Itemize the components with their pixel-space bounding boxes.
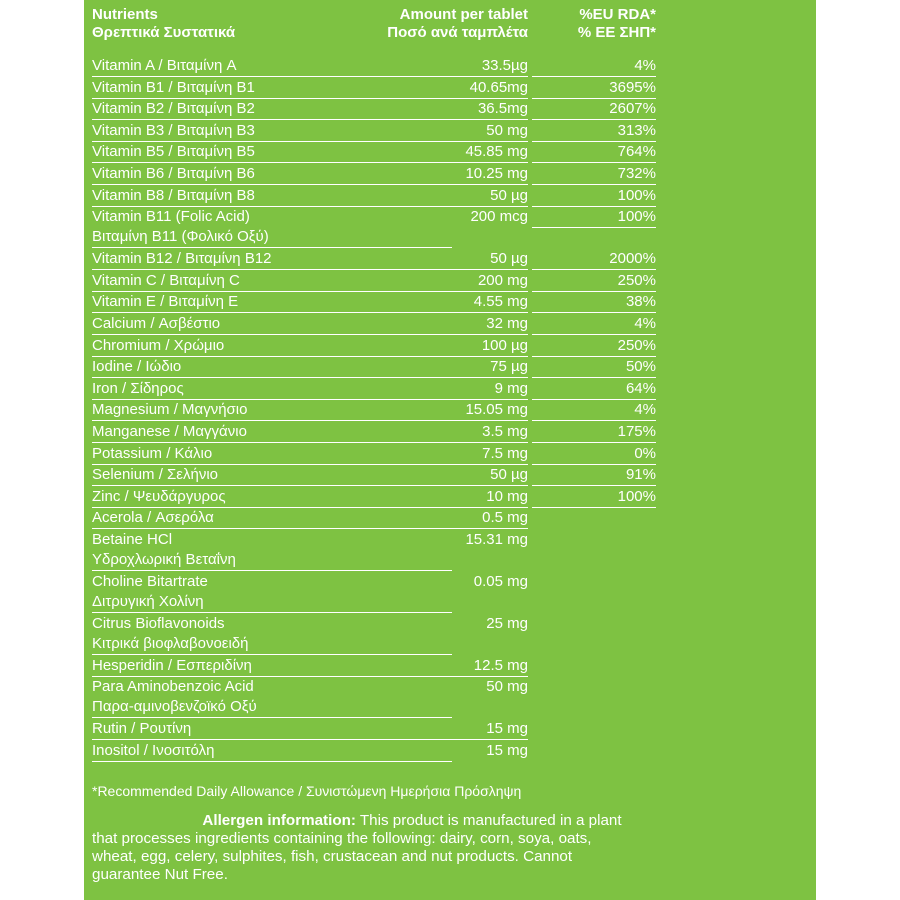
allergen-label: Allergen information:: [202, 812, 356, 829]
nutrients-header-en: Nutrients: [92, 6, 158, 23]
nutrient-row: [92, 422, 812, 444]
rda-header: [532, 6, 656, 42]
nutrient-name-line: Υδροχλωρική Βεταΐνη: [92, 550, 452, 571]
nutrient-name-line: Vitamin B12 / Βιταμίνη B12: [92, 249, 452, 270]
amount-header: [352, 6, 528, 42]
nutrient-name-line: Παρα-αμινοβενζοϊκό Οξύ: [92, 697, 452, 718]
allergen-line-1: [92, 812, 732, 830]
nutrient-row: [92, 292, 812, 314]
nutrient-rda: 4%: [532, 56, 656, 77]
nutrient-amount: 9 mg: [352, 379, 528, 400]
nutrient-rda: 64%: [532, 379, 656, 400]
nutrient-name-line: Acerola / Ασερόλα: [92, 508, 452, 529]
nutrient-row: [92, 121, 812, 143]
nutrient-amount: 40.65mg: [352, 78, 528, 99]
nutrient-rda: 38%: [532, 292, 656, 313]
rda-footnote: *Recommended Daily Allowance / Συνιστώμενη Ημερήσια Πρόσληψη: [92, 783, 522, 799]
nutrient-rda: 3695%: [532, 78, 656, 99]
nutrient-name-line: Κιτρικά βιοφλαβονοειδή: [92, 634, 452, 655]
nutrient-name-line: Magnesium / Μαγνήσιο: [92, 400, 452, 421]
nutrient-name-line: Vitamin A / Βιταμίνη A: [92, 56, 452, 77]
nutrient-row: [92, 741, 812, 763]
nutrient-amount: 15.31 mg: [465, 530, 528, 548]
nutrient-rda: 100%: [532, 207, 656, 228]
nutrient-name-line: Vitamin E / Βιταμίνη E: [92, 292, 452, 313]
nutrient-row: [92, 614, 812, 656]
nutrient-name-line: Διτρυγική Χολίνη: [92, 592, 452, 613]
nutrient-amount: 100 µg: [352, 336, 528, 357]
nutrient-row: [92, 78, 812, 100]
nutrient-name-line: Inositol / Ινοσιτόλη: [92, 741, 452, 762]
nutrient-name-line: Vitamin B6 / Βιταμίνη B6: [92, 164, 452, 185]
nutrient-amount: 12.5 mg: [352, 656, 528, 677]
nutrient-amount: 36.5mg: [352, 99, 528, 120]
nutrient-name-line: Vitamin B1 / Βιταμίνη B1: [92, 78, 452, 99]
allergen-line-3: wheat, egg, celery, sulphites, fish, crustacean and nut products. Cannot: [92, 848, 573, 865]
nutrient-amount: 3.5 mg: [352, 422, 528, 443]
nutrient-amount: 50 mg: [486, 678, 528, 696]
nutrient-name-line: Calcium / Ασβέστιο: [92, 314, 452, 335]
nutrient-amount: 4.55 mg: [352, 292, 528, 313]
rda-header-el: % ΕΕ ΣΗΠ*: [577, 24, 656, 41]
nutrient-name-line: Hesperidin / Εσπεριδίνη: [92, 656, 452, 677]
nutrient-name-line: Iron / Σίδηρος: [92, 379, 452, 400]
nutrient-name-line: Zinc / Ψευδάργυρος: [92, 487, 452, 508]
nutrient-name-line: Vitamin B8 / Βιταμίνη B8: [92, 186, 452, 207]
nutrient-rda: 100%: [532, 487, 656, 508]
nutrient-amount: 33.5µg: [352, 56, 528, 77]
rda-header-en: %EU RDA*: [579, 6, 656, 23]
nutrient-rda: 2000%: [532, 249, 656, 270]
nutrient-amount: 50 mg: [352, 121, 528, 142]
nutrient-name-line: Vitamin B5 / Βιταμίνη B5: [92, 142, 452, 163]
nutrient-amount: 10 mg: [352, 487, 528, 508]
nutrient-name-line: Citrus Bioflavonoids: [92, 614, 225, 632]
nutrient-amount: 200 mg: [352, 271, 528, 292]
nutrient-amount: 15 mg: [352, 719, 528, 740]
nutrient-rda: 4%: [532, 400, 656, 421]
nutrient-name-line: Vitamin B3 / Βιταμίνη B3: [92, 121, 452, 142]
nutrient-rda: 100%: [532, 186, 656, 207]
nutrient-rda: 764%: [532, 142, 656, 163]
allergen-line-2: that processes ingredients containing the following: dairy, corn, soya, oats,: [92, 830, 592, 847]
nutrient-name-line: Rutin / Ρουτίνη: [92, 719, 452, 740]
nutrient-rda: 250%: [532, 271, 656, 292]
nutrient-rda: 313%: [532, 121, 656, 142]
nutrient-name-line: Iodine / Ιώδιο: [92, 357, 452, 378]
nutrient-name-line: Βιταμίνη B11 (Φολικό Οξύ): [92, 227, 452, 248]
amount-header-el: Ποσό ανά ταμπλέτα: [387, 24, 528, 41]
nutrient-amount: 7.5 mg: [352, 444, 528, 465]
nutrient-name-line: Choline Bitartrate: [92, 572, 208, 590]
nutrient-rda: 175%: [532, 422, 656, 443]
nutrient-rda: 91%: [532, 465, 656, 486]
nutrient-rda: 0%: [532, 444, 656, 465]
nutrients-header: [92, 6, 342, 42]
nutrient-rda: 2607%: [532, 99, 656, 120]
nutrient-table: [92, 56, 812, 763]
nutrient-amount: 75 µg: [352, 357, 528, 378]
allergen-line-4: guarantee Nut Free.: [92, 866, 228, 883]
nutrient-amount: 25 mg: [486, 614, 528, 632]
nutrient-row: [92, 99, 812, 121]
nutrient-row: [92, 400, 812, 422]
nutrient-row: [92, 207, 812, 249]
nutrient-amount: 10.25 mg: [352, 164, 528, 185]
nutrient-row: [92, 271, 812, 293]
nutrient-name-line: Potassium / Κάλιο: [92, 444, 452, 465]
nutrient-name-line: Betaine HCl: [92, 530, 173, 548]
nutrient-row: [92, 530, 812, 572]
nutrient-row: [92, 572, 812, 614]
nutrient-row: [92, 314, 812, 336]
amount-header-en: Amount per tablet: [399, 6, 528, 23]
nutrient-amount: 50 µg: [352, 186, 528, 207]
nutrient-row: [92, 444, 812, 466]
nutrient-rda: 732%: [532, 164, 656, 185]
nutrient-row: [92, 249, 812, 271]
nutrient-row: [92, 677, 812, 719]
allergen-information: [92, 812, 732, 884]
allergen-line-1-text: This product is manufactured in a plant: [355, 812, 622, 829]
nutrient-name-line: Vitamin B11 (Folic Acid): [92, 208, 250, 226]
nutrient-name-line: Selenium / Σελήνιο: [92, 465, 452, 486]
nutrient-name-line: Vitamin C / Βιταμίνη C: [92, 271, 452, 292]
nutrient-name-line: Manganese / Μαγγάνιο: [92, 422, 452, 443]
nutrient-row: [92, 186, 812, 208]
nutrient-amount: 200 mcg: [470, 208, 528, 226]
nutrient-row: [92, 508, 812, 530]
nutrient-name-line: Para Aminobenzoic Acid: [92, 678, 254, 696]
nutrient-row: [92, 357, 812, 379]
nutrient-amount: 15 mg: [486, 742, 528, 760]
nutrient-rda: 4%: [532, 314, 656, 335]
nutrient-amount: 50 µg: [352, 249, 528, 270]
nutrient-amount: 45.85 mg: [352, 142, 528, 163]
nutrient-rda: 50%: [532, 357, 656, 378]
nutrient-rda: 250%: [532, 336, 656, 357]
table-header: [92, 6, 812, 52]
nutrient-amount: 32 mg: [352, 314, 528, 335]
nutrient-row: [92, 164, 812, 186]
nutrients-header-el: Θρεπτικά Συστατικά: [92, 24, 236, 41]
nutrient-row: [92, 719, 812, 741]
nutrient-row: [92, 656, 812, 678]
nutrient-amount: 0.05 mg: [473, 572, 528, 590]
nutrient-amount: 50 µg: [352, 465, 528, 486]
nutrient-amount: 0.5 mg: [352, 508, 528, 529]
nutrient-row: [92, 379, 812, 401]
nutrient-name-line: Vitamin B2 / Βιταμίνη B2: [92, 99, 452, 120]
nutrient-row: [92, 142, 812, 164]
nutrient-row: [92, 336, 812, 358]
nutrient-row: [92, 56, 812, 78]
nutrient-name-line: Chromium / Χρώμιο: [92, 336, 452, 357]
nutrient-row: [92, 465, 812, 487]
nutrition-panel: [84, 0, 816, 900]
nutrient-row: [92, 487, 812, 509]
nutrient-amount: 15.05 mg: [352, 400, 528, 421]
